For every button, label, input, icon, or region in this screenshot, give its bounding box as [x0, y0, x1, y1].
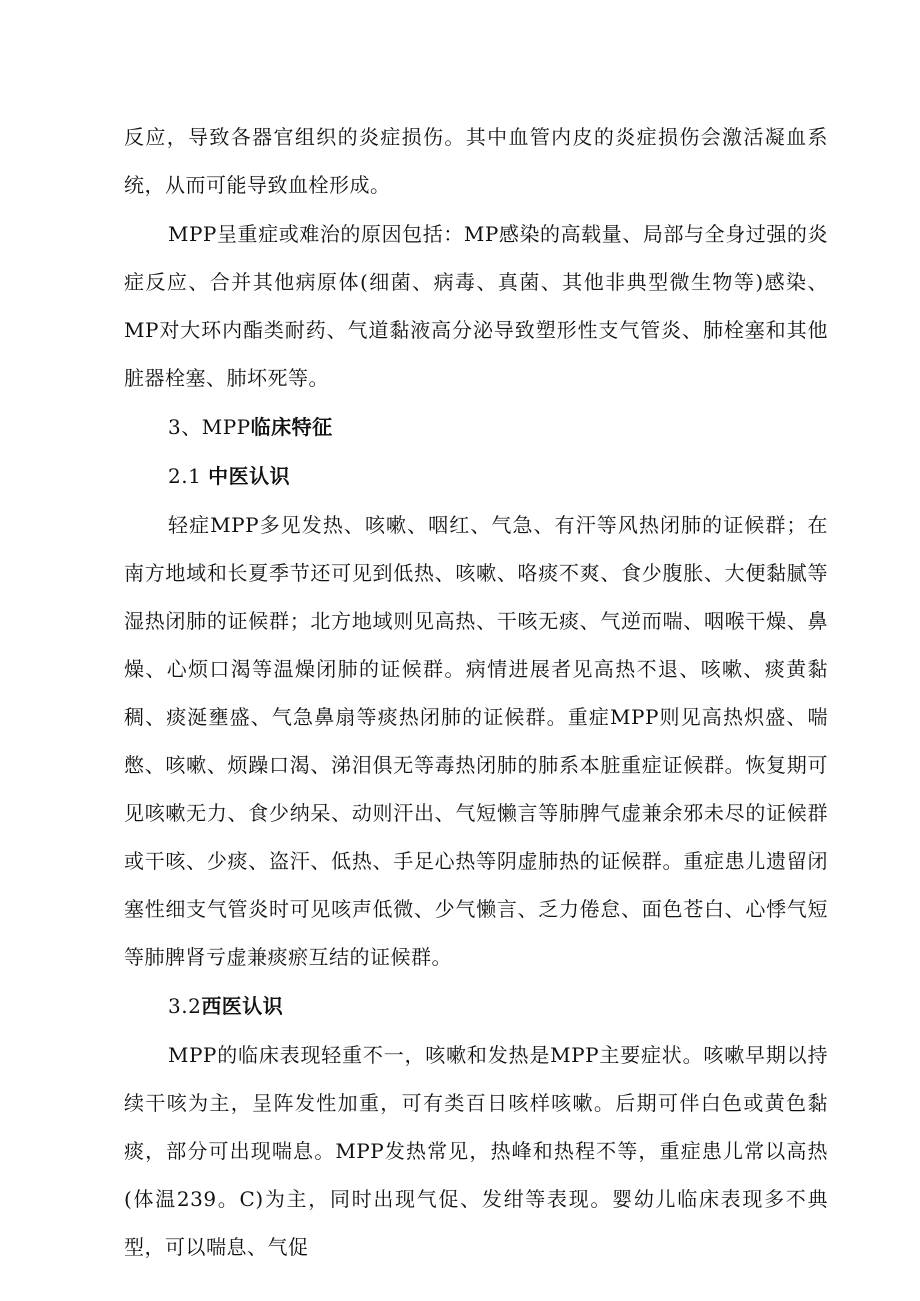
paragraph-tcm-syndromes: 轻症MPP多见发热、咳嗽、咽红、气急、有汗等风热闭肺的证候群；在南方地域和长夏季节还可见到低热、咳嗽、咯痰不爽、食少腹胀、大便黏腻等湿热闭肺的证候群；北方地域则见高热、干咳无痰、气逆而喘、咽喉干燥、鼻燥、心烦口渴等温燥闭肺的证候群。病情进展者见高热不退、咳嗽、痰黄黏稠、痰涎壅盛、气急鼻扇等痰热闭肺的证候群。重症MPP则见高热炽盛、喘憋、咳嗽、烦躁口渴、涕泪俱无等毒热闭肺的肺系本脏重症证候群。恢复期可见咳嗽无力、食少纳呆、动则汗出、气短懒言等肺脾气虚兼余邪未尽的证候群或干咳、少痰、盗汗、低热、手足心热等阴虚肺热的证候群。重症患儿遗留闭塞性细支气管炎时可见咳声低微、少气懒言、乏力倦怠、面色苍白、心悸气短等肺脾肾亏虚兼痰瘀互结的证候群。	[124, 513, 828, 969]
subsection-heading-title: 中医认识	[208, 464, 291, 488]
paragraph-severe-mpp-causes: MPP呈重症或难治的原因包括：MP感染的高载量、局部与全身过强的炎症反应、合并其他病原体(细菌、病毒、真菌、其他非典型微生物等)感染、MP对大环内酯类耐药、气道黏液高分泌导致塑形性支气管炎、肺栓塞和其他脏器栓塞、肺坏死等。	[124, 222, 828, 390]
section-heading-number: 3、MPP	[168, 415, 251, 439]
subsection-heading-western-medicine	[124, 982, 828, 1030]
document-body	[124, 113, 828, 1271]
paragraph-western-clinical-presentation: MPP的临床表现轻重不一，咳嗽和发热是MPP主要症状。咳嗽早期以持续干咳为主，呈阵发性加重，可有类百日咳样咳嗽。后期可伴白色或黄色黏痰，部分可出现喘息。MPP发热常见，热峰和热程不等，重症患儿常以高热(体温239。C)为主，同时出现气促、发绀等表现。婴幼儿临床表现多不典型，可以喘息、气促	[124, 1043, 828, 1259]
paragraph-inflammation-continuation: 反应，导致各器官组织的炎症损伤。其中血管内皮的炎症损伤会激活凝血系统，从而可能导致血栓形成。	[124, 125, 828, 197]
section-heading-title: 临床特征	[250, 415, 333, 439]
subsection-heading-title: 西医认识	[201, 994, 284, 1018]
section-heading-clinical-features	[124, 403, 828, 451]
subsection-heading-tcm	[124, 452, 828, 500]
subsection-heading-number: 3.2	[168, 994, 202, 1018]
subsection-heading-number: 2.1	[168, 464, 209, 488]
